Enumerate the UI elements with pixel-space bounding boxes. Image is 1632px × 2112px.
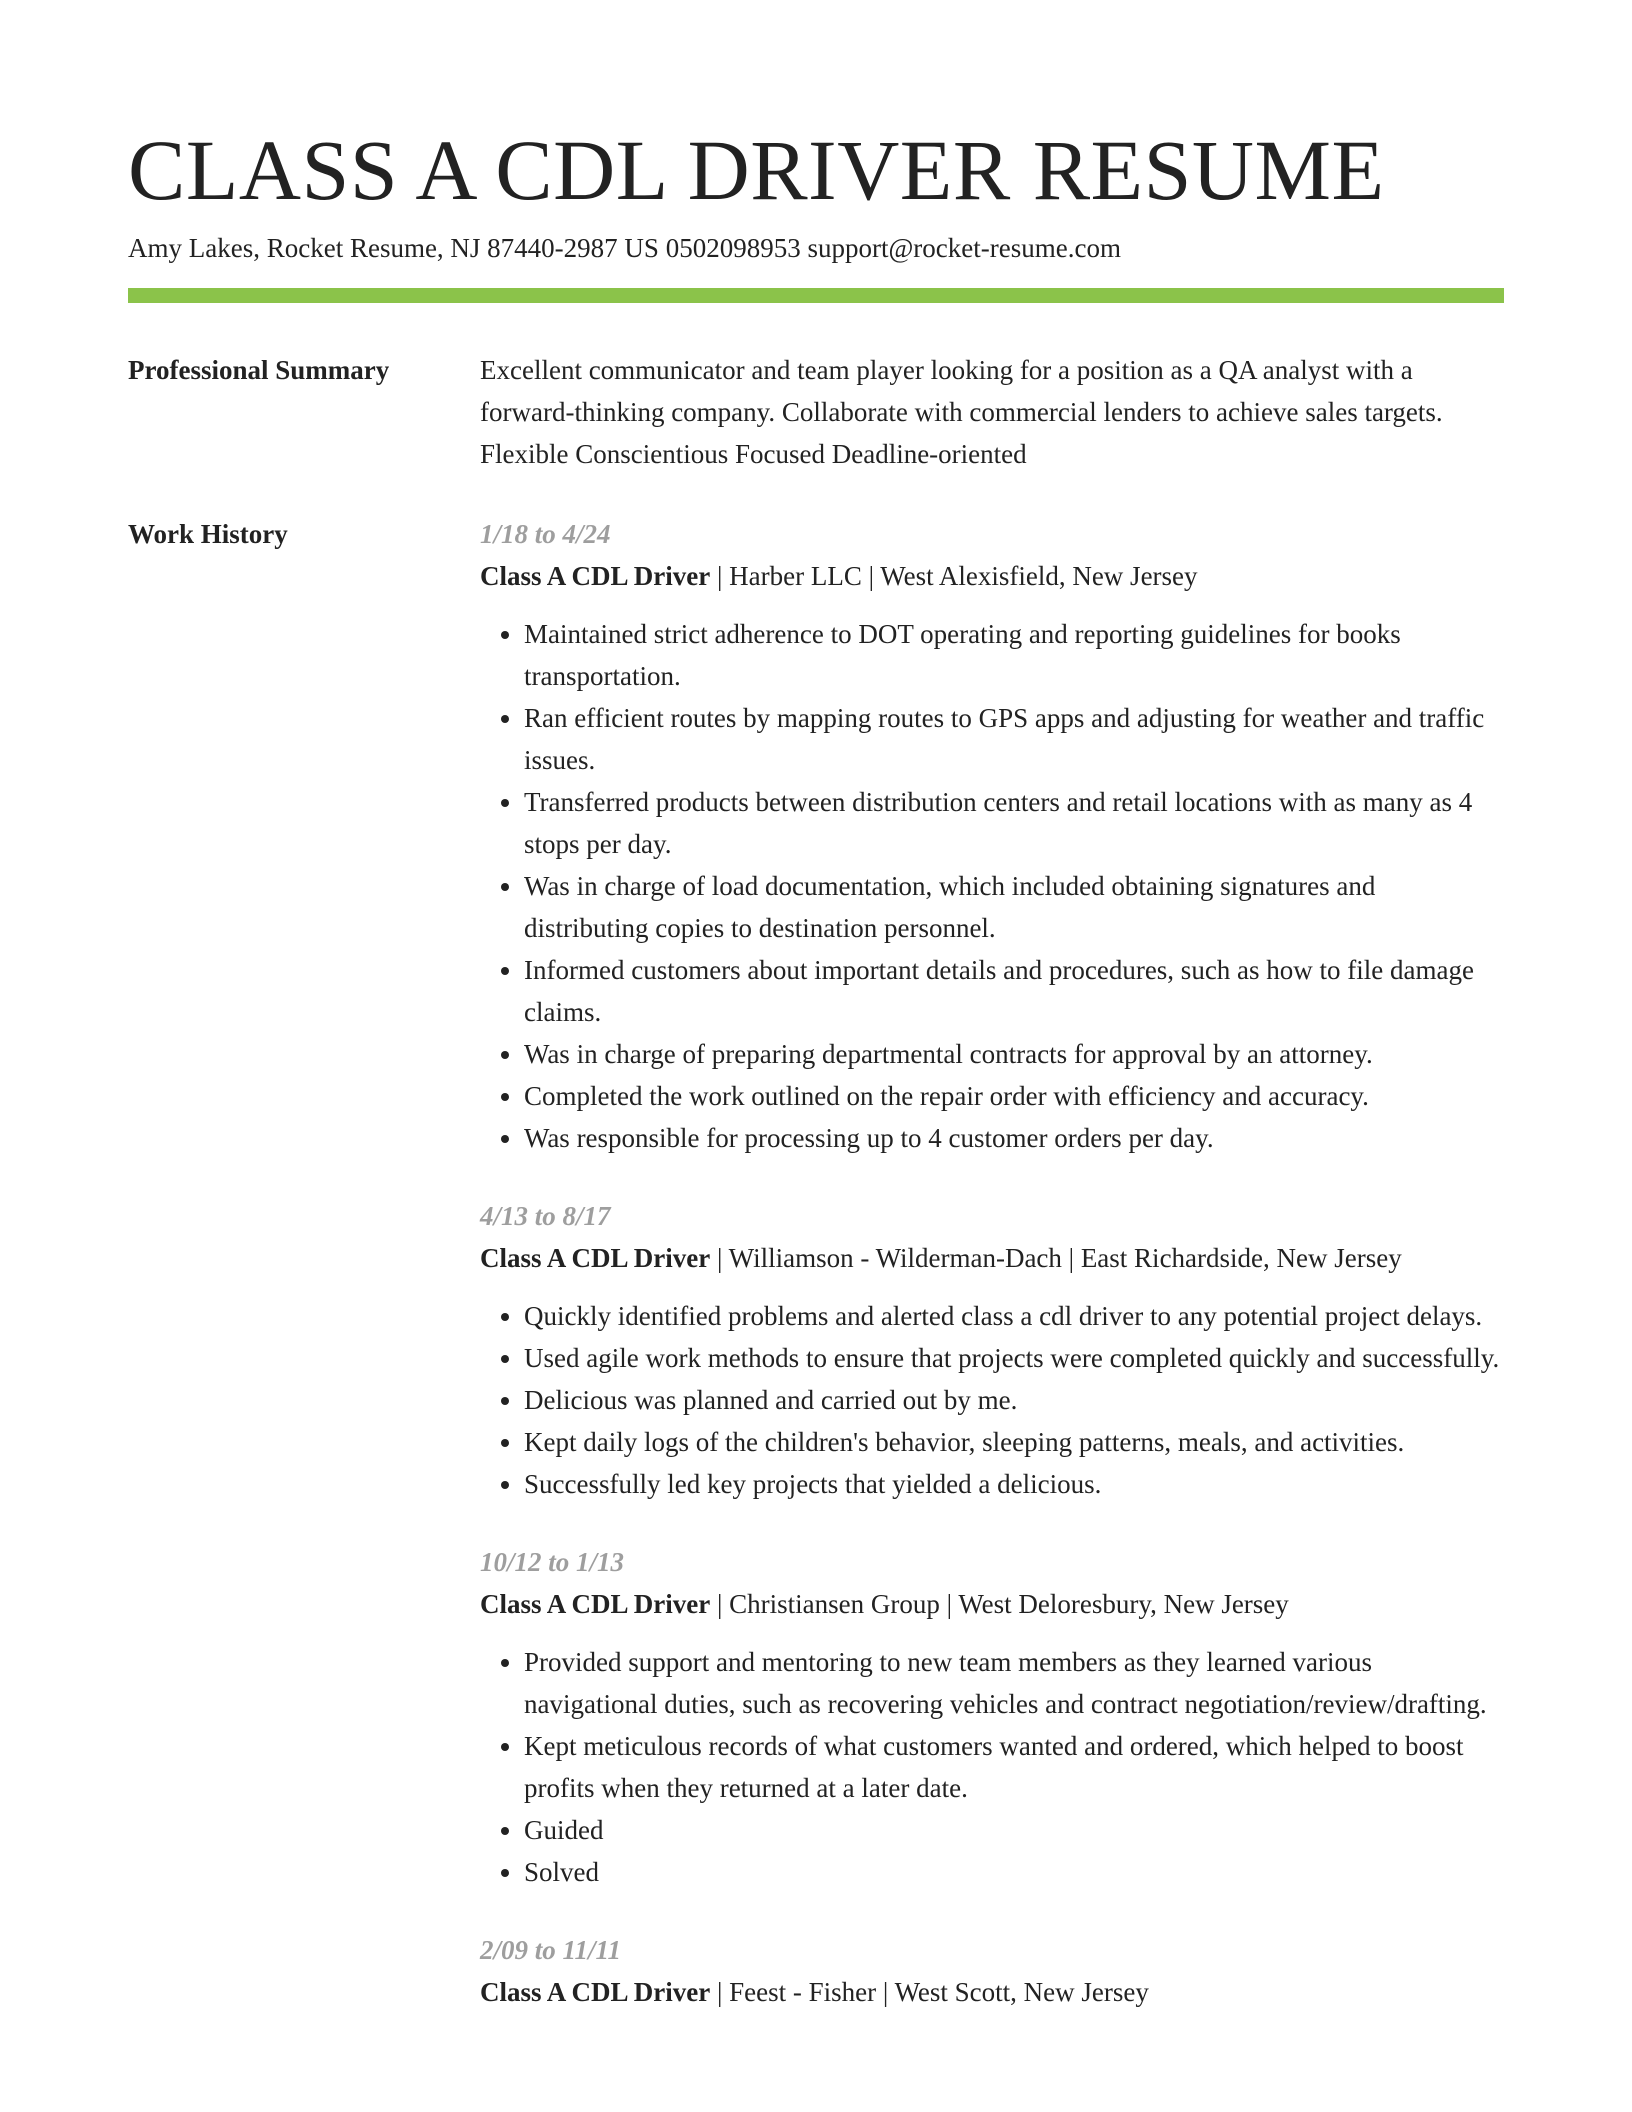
job-entry bbox=[480, 1195, 1504, 1505]
job-employer-location: | Feest - Fisher | West Scott, New Jersey bbox=[710, 1977, 1149, 2007]
job-bullet: • Quickly identified problems and alerted class a cdl driver to any potential project delays. bbox=[524, 1295, 1504, 1337]
job-entry bbox=[480, 1541, 1504, 1893]
job-heading bbox=[480, 1583, 1504, 1625]
job-bullet: • Was in charge of preparing departmental contracts for approval by an attorney. bbox=[524, 1033, 1504, 1075]
summary-text: Excellent communicator and team player looking for a position as a QA analyst with a forward-thinking company. Collaborate with commercial lenders to achieve sales targets. Flexible Conscientious Focused Deadline-oriented bbox=[480, 355, 1443, 469]
job-bullet: • Provided support and mentoring to new team members as they learned various navigational duties, such as recovering vehicles and contract negotiation/review/drafting. bbox=[524, 1641, 1504, 1725]
job-bullet: • Solved bbox=[524, 1851, 1504, 1893]
section-label-summary: Professional Summary bbox=[128, 355, 390, 385]
job-heading bbox=[480, 555, 1504, 597]
job-entry bbox=[480, 513, 1504, 1159]
job-bullet-list bbox=[480, 1641, 1504, 1893]
job-heading bbox=[480, 1237, 1504, 1279]
job-heading bbox=[480, 1971, 1504, 2013]
job-employer-location: | Williamson - Wilderman-Dach | East Richardside, New Jersey bbox=[710, 1243, 1402, 1273]
job-bullet: • Delicious was planned and carried out by me. bbox=[524, 1379, 1504, 1421]
job-bullet: • Informed customers about important details and procedures, such as how to file damage claims. bbox=[524, 949, 1504, 1033]
job-title: Class A CDL Driver bbox=[480, 561, 711, 591]
job-bullet: • Completed the work outlined on the repair order with efficiency and accuracy. bbox=[524, 1075, 1504, 1117]
job-dates: 10/12 to 1/13 bbox=[480, 1547, 625, 1577]
job-employer-location: | Harber LLC | West Alexisfield, New Jersey bbox=[710, 561, 1198, 591]
work-history-section bbox=[128, 513, 1504, 2013]
resume-title: CLASS A CDL DRIVER RESUME bbox=[128, 122, 1385, 218]
summary-body bbox=[480, 349, 1504, 475]
job-bullet: • Transferred products between distribution centers and retail locations with as many as 4 stops per day. bbox=[524, 781, 1504, 865]
job-employer-location: | Christiansen Group | West Deloresbury, New Jersey bbox=[710, 1589, 1289, 1619]
job-title: Class A CDL Driver bbox=[480, 1977, 711, 2007]
job-dates: 4/13 to 8/17 bbox=[480, 1201, 611, 1231]
job-bullet: • Kept meticulous records of what customers wanted and ordered, which helped to boost profits when they returned at a later date. bbox=[524, 1725, 1504, 1809]
job-dates: 2/09 to 11/11 bbox=[480, 1935, 622, 1965]
job-entry bbox=[480, 1929, 1504, 2013]
work-history-body bbox=[480, 513, 1504, 2013]
professional-summary-section bbox=[128, 349, 1504, 475]
job-bullet: • Guided bbox=[524, 1809, 1504, 1851]
job-bullet: • Was in charge of load documentation, which included obtaining signatures and distributing copies to destination personnel. bbox=[524, 865, 1504, 949]
section-label-work-history: Work History bbox=[128, 519, 288, 549]
job-bullet: • Kept daily logs of the children's behavior, sleeping patterns, meals, and activities. bbox=[524, 1421, 1504, 1463]
job-title: Class A CDL Driver bbox=[480, 1243, 711, 1273]
job-bullet-list bbox=[480, 1295, 1504, 1505]
header-divider bbox=[128, 288, 1504, 303]
job-title: Class A CDL Driver bbox=[480, 1589, 711, 1619]
job-bullet: • Used agile work methods to ensure that projects were completed quickly and successfully. bbox=[524, 1337, 1504, 1379]
job-bullet: • Maintained strict adherence to DOT operating and reporting guidelines for books transportation. bbox=[524, 613, 1504, 697]
job-bullet-list bbox=[480, 613, 1504, 1159]
job-bullet: • Was responsible for processing up to 4 customer orders per day. bbox=[524, 1117, 1504, 1159]
job-bullet: • Successfully led key projects that yielded a delicious. bbox=[524, 1463, 1504, 1505]
job-dates: 1/18 to 4/24 bbox=[480, 519, 611, 549]
contact-line: Amy Lakes, Rocket Resume, NJ 87440-2987 US 0502098953 support@rocket-resume.com bbox=[128, 233, 1121, 263]
job-bullet: • Ran efficient routes by mapping routes to GPS apps and adjusting for weather and traffic issues. bbox=[524, 697, 1504, 781]
